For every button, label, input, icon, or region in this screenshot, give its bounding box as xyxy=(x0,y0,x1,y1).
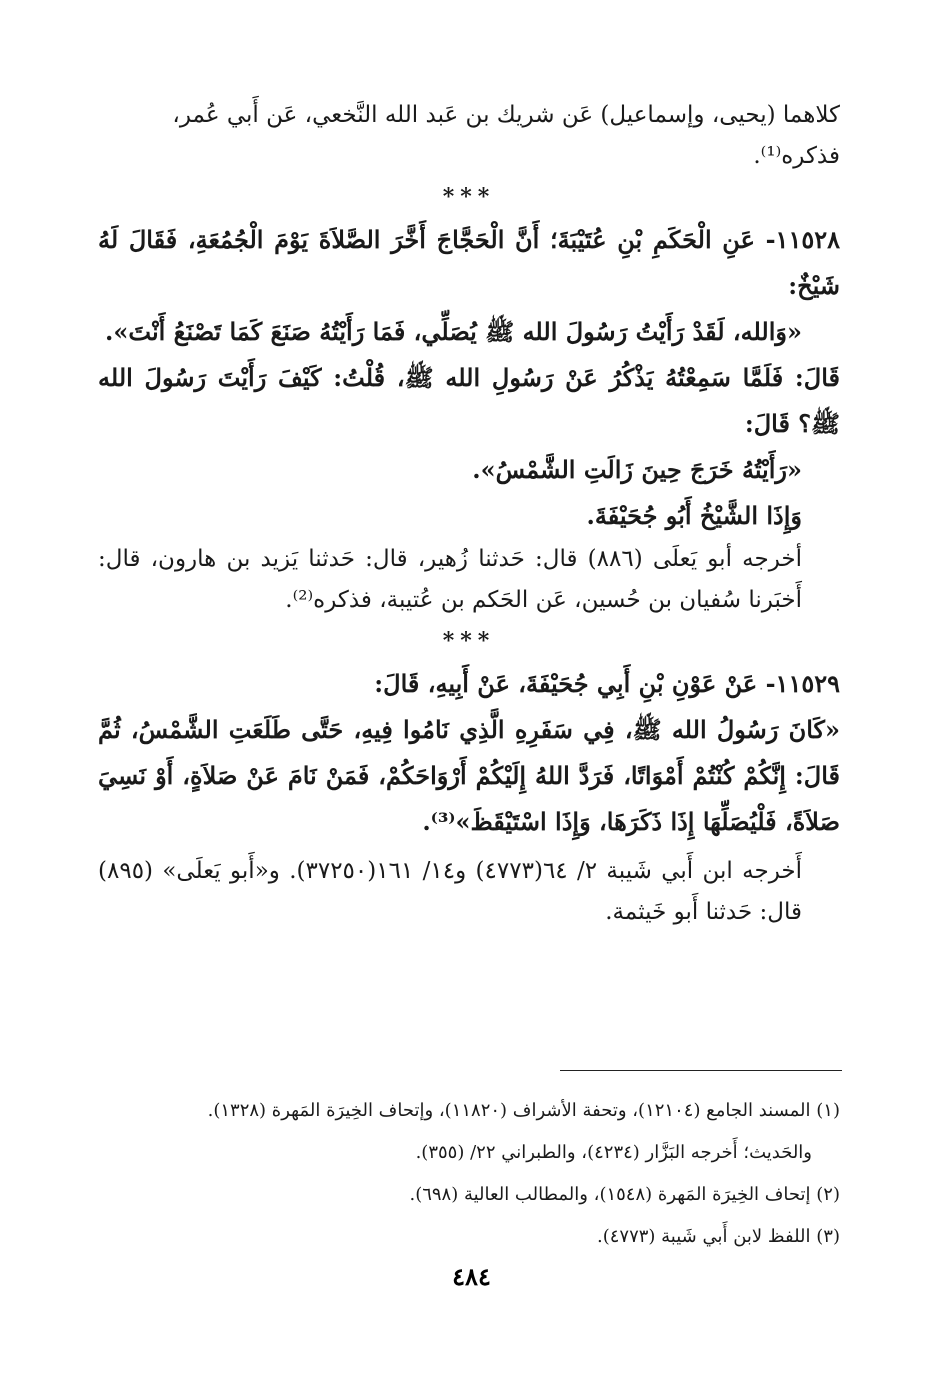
footnote-divider xyxy=(560,1070,842,1071)
text-line: كلاهما (يحيى، وإسماعيل) عَن شريك بن عَبد الله النَّخعي، عَن أَبي عُمر، xyxy=(172,102,840,128)
hadith-11528-intro: ١١٥٢٨- عَنِ الْحَكَمِ بْنِ عُتَيْبَةَ؛ أَنَّ الْحَجَّاجَ أَخَّرَ الصَّلاَةَ يَوْمَ الْجُمُعَةِ، فَقَالَ لَهُ شَيْخٌ: xyxy=(98,225,840,300)
page-body xyxy=(98,95,840,933)
text-line: فذكره⁽¹⁾. xyxy=(753,143,840,169)
footnote-1-continuation: والحَديث؛ أَخرجه البَزَّار (٤٢٣٤)، والطبراني ٢٢/ (٣٥٥). xyxy=(415,1142,812,1163)
paragraph-isnad-continuation xyxy=(98,95,840,177)
footnote-3: (٣) اللفظ لابن أَبي شَيبة (٤٧٧٣). xyxy=(596,1226,840,1247)
footnote-2: (٢) إتحاف الخِيرَة المَهرة (١٥٤٨)، والمطالب العالية (٦٩٨). xyxy=(409,1184,840,1205)
hadith-11528-sheikh: وَإِذَا الشَّيْخُ أَبُو جُحَيْفَةَ. xyxy=(586,501,802,530)
footnotes xyxy=(98,1090,840,1258)
hadith-11529-quote: «كَانَ رَسُولُ الله ﷺ، فِي سَفَرِهِ الَّذِي نَامُوا فِيهِ، حَتَّى طَلَعَتِ الشَّمْسُ، ثُمَّ قَالَ: إِنَّكُمْ كُنْتُمْ أَمْوَاتًا، فَرَدَّ اللهُ إِلَيْكُمْ أَرْوَاحَكُمْ، فَمَنْ نَامَ عَنْ صَلاَةٍ، أَوْ نَسِيَ صَلاَةً، فَلْيُصَلِّهَا إِذَا ذَكَرَهَا، وَإِذَا اسْتَيْقَظَ»⁽³⁾. xyxy=(98,715,840,836)
hadith-11528-takhrij: أخرجه أبو يَعلَى (٨٨٦) قال: حَدثنا زُهير، قال: حَدثنا يَزيد بن هارون، قال: أَخبَرنا سُفيان بن حُسين، عَن الحَكم بن عُتيبة، فذكره⁽²⁾. xyxy=(98,546,802,613)
section-separator: *** xyxy=(442,184,496,210)
section-separator: *** xyxy=(442,628,496,654)
hadith-11528-narration: قَالَ: فَلَمَّا سَمِعْتُهُ يَذْكُرُ عَنْ رَسُولِ الله ﷺ، قُلْتُ: كَيْفَ رَأَيْتَ رَسُولَ الله ﷺ؟ قَالَ: xyxy=(98,363,840,438)
page-number: ٤٨٤ xyxy=(452,1262,491,1291)
hadith-11528-quote: «وَالله، لَقَدْ رَأَيْتُ رَسُولَ الله ﷺ يُصَلِّي، فَمَا رَأَيْتُهُ صَنَعَ كَمَا تَصْنَعُ أَنْتَ». xyxy=(105,317,802,346)
footnote-1: (١) المسند الجامع (١٢١٠٤)، وتحفة الأشراف (١١٨٢٠)، وإتحاف الخِيرَة المَهرة (١٣٢٨). xyxy=(207,1100,840,1121)
hadith-11528-quote: «رَأَيْتُهُ خَرَجَ حِينَ زَالَتِ الشَّمْسُ». xyxy=(472,455,802,484)
hadith-11529-intro: ١١٥٢٩- عَنْ عَوْنِ بْنِ أَبِي جُحَيْفَةَ، عَنْ أَبِيهِ، قَالَ: xyxy=(374,669,840,698)
hadith-11529-takhrij: أَخرجه ابن أَبي شَيبة ٢/ ٦٤(٤٧٧٣) و١٤/ ١٦١(٣٧٢٥٠). و«أَبو يَعلَى» (٨٩٥) قال: حَدثنا أَبو خَيثمة. xyxy=(98,858,802,925)
